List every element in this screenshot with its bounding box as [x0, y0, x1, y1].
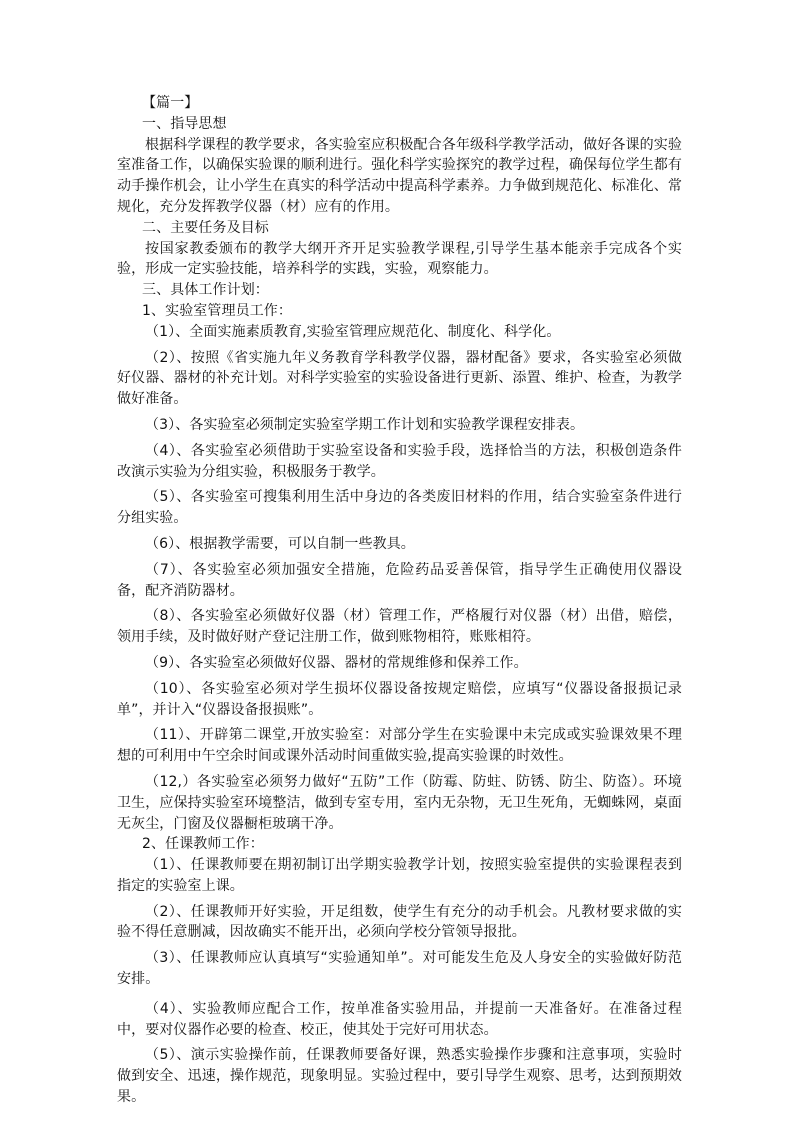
- list-item: （6）、根据教学需要，可以自制一些教具。: [145, 535, 415, 552]
- list-item: （3）、各实验室必须制定实验室学期工作计划和实验教学课程安排表。: [145, 416, 585, 433]
- list-item: （3）、任课教师应认真填写“实验通知单”。对可能发生危及人身安全的实验做好防范安排。: [117, 950, 682, 988]
- list-item: （11）、开辟第二课堂,开放实验室：对部分学生在实验课中未完成或实验课效果不理想的可利用中午空余时间或课外活动时间重做实验,提高实验课的时效性。: [117, 727, 682, 765]
- list-item: （5）、演示实验操作前，任课教师要备好课，熟悉实验操作步骤和注意事项，实验时做到安全、迅速，操作规范，现象明显。实验过程中，要引导学生观察、思考，达到预期效果。: [117, 1047, 682, 1106]
- list-item: （8）、各实验室必须做好仪器（材）管理工作，严格履行对仪器（材）出借，赔偿，领用手续，及时做好财产登记注册工作，做到账物相符，账账相符。: [117, 608, 682, 646]
- list-item: （2）、按照《省实施九年义务教育学科教学仪器，器材配备》要求，各实验室必须做好仪器、器材的补充计划。对科学实验室的实验设备进行更新、添置、维护、检查，为教学做好准备。: [117, 349, 682, 408]
- paragraph-guiding-ideology: 根据科学课程的教学要求，各实验室应积极配合各年级科学教学活动，做好各课的实验室准备工作，以确保实验课的顺利进行。强化科学实验探究的教学过程，确保每位学生都有动手操作机会，让小学生在真实的科学活动中提高科学素养。力争做到规范化、标准化、常规化，充分发挥教学仪器（材）应有的作用。: [117, 136, 682, 215]
- document-title: 【篇一】: [142, 95, 199, 111]
- list-item: （1）、任课教师要在期初制订出学期实验教学计划，按照实验室提供的实验课程表到指定的实验室上课。: [117, 857, 682, 894]
- list-item: （7）、各实验室必须加强安全措施，危险药品妥善保管，指导学生正确使用仪器设备，配齐消防器材。: [117, 561, 682, 599]
- list-item: （5）、各实验室可搜集利用生活中身边的各类废旧材料的作用，结合实验室条件进行分组实验。: [117, 489, 682, 527]
- paragraph-tasks-goals: 按国家教委颁布的教学大纲开齐开足实验教学课程,引导学生基本能亲手完成各个实验，形成一定实验技能，培养科学的实践，实验，观察能力。: [117, 240, 682, 278]
- list-item: （12,）各实验室必须努力做好“五防”工作（防霉、防蛀、防锈、防尘、防盗）。环境卫生，应保持实验室环境整洁，做到专室专用，室内无杂物，无卫生死角，无蜘蛛网，桌面无灰尘，门窗及仪器橱柜玻璃干净。: [117, 773, 682, 832]
- list-item: （4）、实验教师应配合工作，按单准备实验用品，并提前一天准备好。在准备过程中，要对仪器作必要的检查、校正，使其处于完好可用状态。: [117, 1000, 682, 1038]
- list-item: （9）、各实验室必须做好仪器、器材的常规维修和保养工作。: [145, 654, 528, 671]
- section-heading-tasks-goals: 二、主要任务及目标: [142, 219, 269, 236]
- section-heading-guiding-ideology: 一、指导思想: [142, 115, 227, 132]
- subsection-heading-teacher: 2、任课教师工作：: [142, 836, 264, 853]
- list-item: （1）、全面实施素质教育,实验室管理应规范化、制度化、科学化。: [145, 323, 561, 340]
- list-item: （2）、任课教师开好实验，开足组数，使学生有充分的动手机会。凡教材要求做的实验不得任意删减，因故确实不能开出，必须向学校分管领导报批。: [117, 903, 682, 941]
- list-item: （10）、各实验室必须对学生损坏仪器设备按规定赔偿，应填写“仪器设备报损记录单”，并计入“仪器设备报损账”。: [117, 680, 682, 718]
- section-heading-work-plan: 三、具体工作计划：: [142, 282, 269, 299]
- subsection-heading-lab-manager: 1、实验室管理员工作：: [142, 302, 293, 319]
- document-body: [117, 93, 682, 1108]
- list-item: （4）、各实验室必须借助于实验室设备和实验手段，选择恰当的方法，积极创造条件改演示实验为分组实验，积极服务于教学。: [117, 442, 682, 480]
